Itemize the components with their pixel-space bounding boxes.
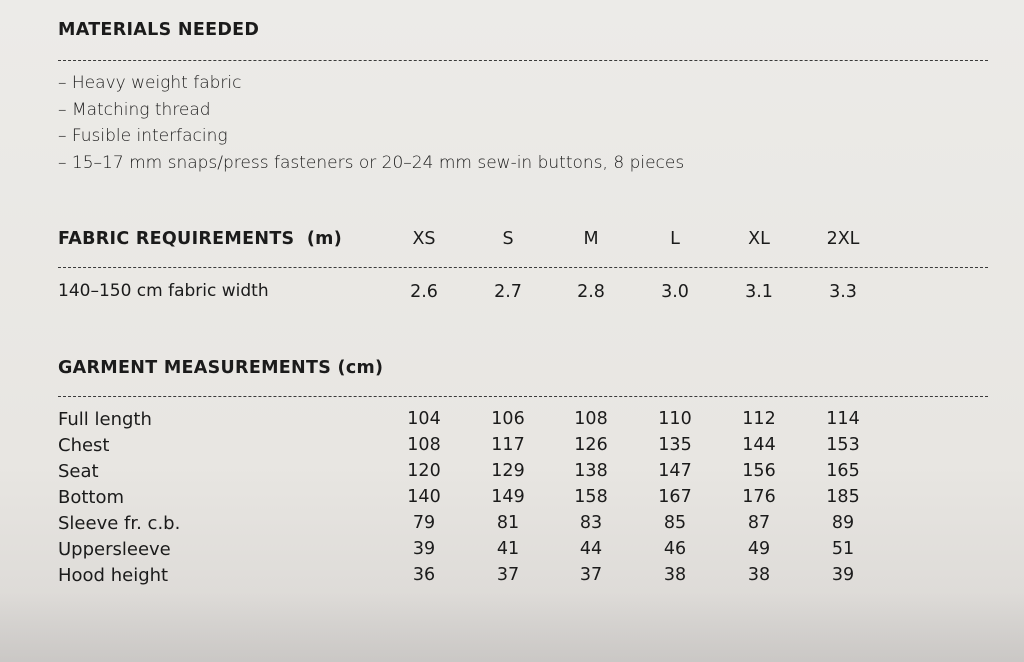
measurement-value: 185 <box>826 487 860 507</box>
measurement-value: 117 <box>491 435 525 455</box>
measurement-value: 106 <box>491 409 525 429</box>
measurement-value: 149 <box>491 487 525 507</box>
materials-item: – 15–17 mm snaps/press fasteners or 20–24 mm sew-in buttons, 8 pieces <box>58 152 685 173</box>
size-header-xl: XL <box>748 229 770 249</box>
fabric-value: 2.8 <box>577 282 605 302</box>
measurement-value: 126 <box>574 435 608 455</box>
measurement-value: 144 <box>742 435 776 455</box>
fabric-value: 3.1 <box>745 282 773 302</box>
measurement-value: 37 <box>579 565 603 585</box>
fabric-value: 2.6 <box>410 282 438 302</box>
measurement-value: 135 <box>658 435 692 455</box>
measurement-value: 41 <box>496 539 520 559</box>
measurement-value: 112 <box>742 409 776 429</box>
measurement-value: 110 <box>658 409 692 429</box>
fabric-value: 2.7 <box>494 282 522 302</box>
materials-item: – Matching thread <box>58 99 211 120</box>
measurement-value: 85 <box>663 513 687 533</box>
size-header-xs: XS <box>412 229 436 249</box>
materials-divider <box>58 60 988 61</box>
measurement-label: Chest <box>58 435 110 456</box>
materials-item: – Heavy weight fabric <box>58 73 242 93</box>
measurement-label: Hood height <box>58 565 169 586</box>
measurement-value: 104 <box>407 409 441 429</box>
measurement-value: 38 <box>663 565 687 585</box>
fabric-heading-unit: (m) <box>306 229 343 249</box>
size-header-l: L <box>670 229 680 249</box>
measurement-value: 129 <box>491 461 525 481</box>
measurement-value: 44 <box>579 539 603 559</box>
measurement-value: 51 <box>831 539 855 559</box>
measurement-value: 167 <box>658 487 692 507</box>
measurement-label: Seat <box>58 461 99 482</box>
measurement-value: 120 <box>407 461 441 481</box>
garment-divider <box>58 396 988 397</box>
measurement-value: 49 <box>747 539 771 559</box>
garment-heading: GARMENT MEASUREMENTS (cm) <box>58 358 384 378</box>
measurement-value: 153 <box>826 435 860 455</box>
fabric-value: 3.3 <box>829 282 857 302</box>
measurement-label: Sleeve fr. c.b. <box>58 513 181 534</box>
measurement-value: 158 <box>574 487 608 507</box>
measurement-label: Bottom <box>58 487 125 508</box>
measurement-value: 81 <box>496 513 520 533</box>
measurement-value: 108 <box>407 435 441 455</box>
measurement-value: 114 <box>826 409 860 429</box>
materials-list <box>58 70 684 176</box>
measurement-value: 83 <box>579 513 603 533</box>
size-header-s: S <box>502 229 514 249</box>
materials-heading: MATERIALS NEEDED <box>58 20 260 40</box>
measurement-value: 147 <box>658 461 692 481</box>
page-shadow <box>0 592 1024 662</box>
fabric-heading <box>58 229 342 249</box>
measurement-value: 156 <box>742 461 776 481</box>
size-header-2xl: 2XL <box>826 229 860 249</box>
measurement-value: 39 <box>412 539 436 559</box>
measurement-label: Full length <box>58 409 152 430</box>
fabric-value: 3.0 <box>661 282 689 302</box>
measurement-value: 165 <box>826 461 860 481</box>
measurement-value: 138 <box>574 461 608 481</box>
measurement-label: Uppersleeve <box>58 539 171 560</box>
fabric-width-label: 140–150 cm fabric width <box>58 281 269 301</box>
measurement-value: 38 <box>747 565 771 585</box>
measurement-value: 89 <box>831 513 855 533</box>
materials-item: – Fusible interfacing <box>58 126 228 146</box>
measurement-value: 37 <box>496 565 520 585</box>
measurement-value: 79 <box>412 513 436 533</box>
measurement-value: 46 <box>663 539 687 559</box>
fabric-divider <box>58 267 988 268</box>
fabric-heading-title: FABRIC REQUIREMENTS <box>58 229 295 249</box>
measurement-value: 108 <box>574 409 608 429</box>
measurement-value: 140 <box>407 487 441 507</box>
measurement-value: 39 <box>831 565 855 585</box>
size-header-m: M <box>583 229 599 249</box>
measurement-value: 36 <box>412 565 436 585</box>
measurement-value: 87 <box>747 513 771 533</box>
measurement-value: 176 <box>742 487 776 507</box>
